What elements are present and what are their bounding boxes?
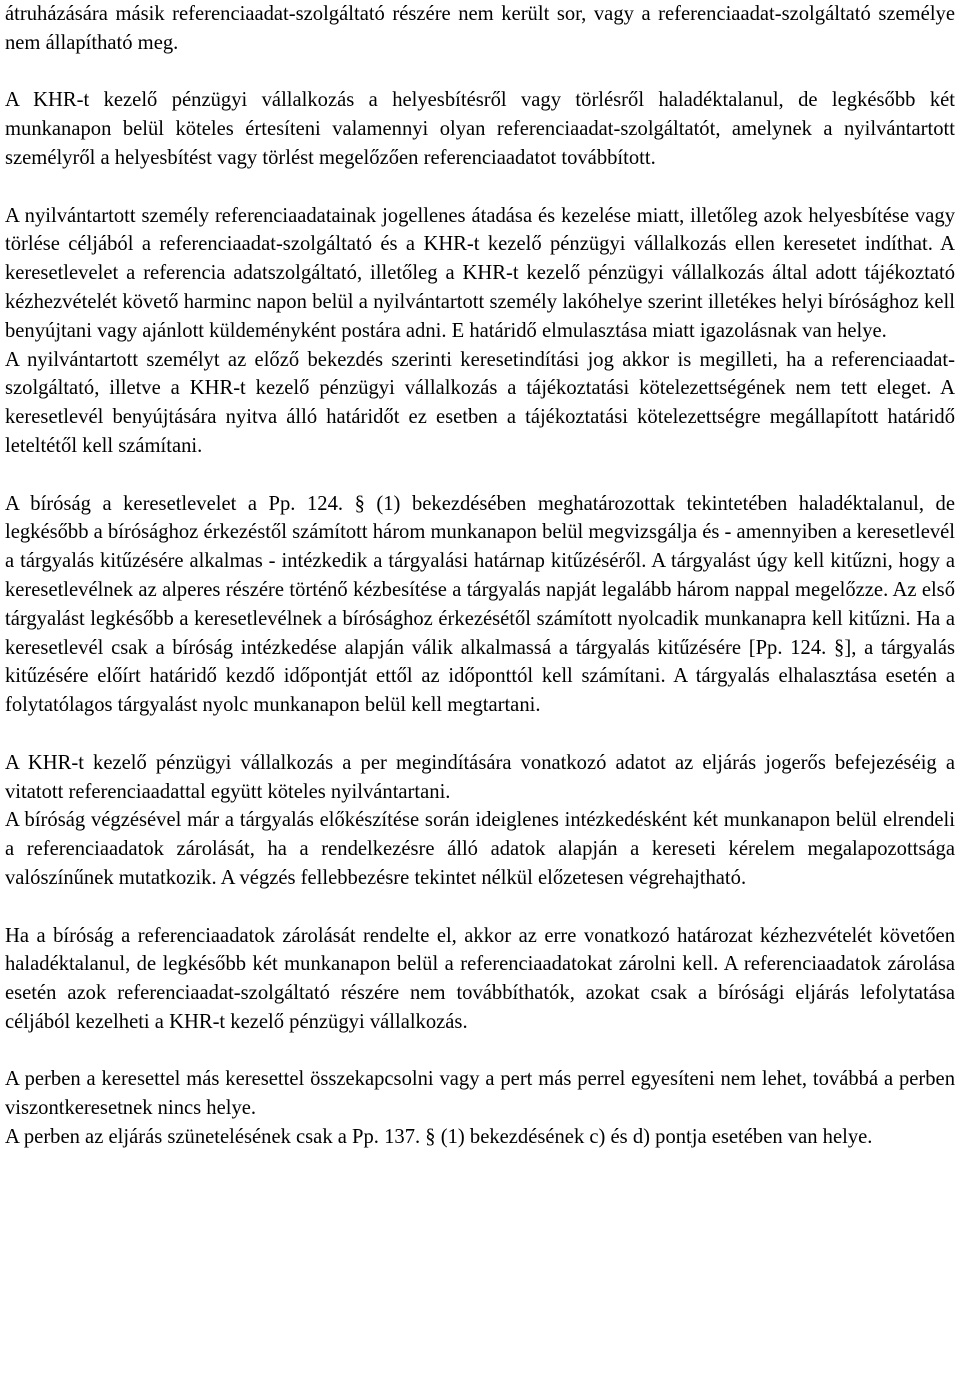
paragraph-4: A nyilvántartott személyt az előző bekezdés szerinti keresetindítási jog akkor is megilleti, ha a referenciaadat-szolgáltató, illetve a KHR-t kezelő pénzügyi vállalkozás a tájékoztatási kötelezettségének nem tett eleget. A keresetlevél benyújtására nyitva álló határidőt ez esetben a tájékoztatási kötelezettségre megállapított határidő leteltétől kell számítani.	[5, 348, 955, 457]
paragraph-6: A KHR-t kezelő pénzügyi vállalkozás a per megindítására vonatkozó adatot az eljárás jogerős befejezéséig a vitatott referenciaadattal együtt köteles nyilvántartani.	[5, 751, 955, 803]
paragraph-spacer	[5, 173, 955, 202]
paragraph-2: A KHR-t kezelő pénzügyi vállalkozás a helyesbítésről vagy törlésről haladéktalanul, de legkésőbb két munkanapon belül köteles értesíteni valamennyi olyan referenciaadat-szolgáltatót, amelynek a nyilvántartott személyről a helyesbítést vagy törlést megelőzően referenciaadatot továbbított.	[5, 89, 955, 169]
paragraph-spacer	[5, 461, 955, 490]
paragraph-10: A perben az eljárás szünetelésének csak a Pp. 137. § (1) bekezdésének c) és d) pontja esetében van helye.	[5, 1126, 873, 1149]
paragraph-1: átruházására másik referenciaadat-szolgáltató részére nem került sor, vagy a referenciaadat-szolgáltató személye nem állapítható meg.	[5, 3, 955, 54]
paragraph-spacer	[5, 720, 955, 749]
paragraph-5: A bíróság a keresetlevelet a Pp. 124. § (1) bekezdésében meghatározottak tekintetében haladéktalanul, de legkésőbb a bírósághoz érkezéstől számított három munkanapon belül megvizsgálja és - amennyiben a keresetlevél a tárgyalás kitűzésére alkalmas - intézkedik a tárgyalási határnap kitűzéséről. A tárgyalást úgy kell kitűzni, hogy a keresetlevélnek az alperes részére történő kézbesítése a tárgyalás napját legalább három nappal megelőzze. Az első tárgyalást legkésőbb a keresetlevélnek a bírósághoz érkezésétől számított nyolcadik munkanapra kell kitűzni. Ha a keresetlevél csak a bíróság intézkedése alapján válik alkalmassá a tárgyalás kitűzésére [Pp. 124. §], a tárgyalás kitűzésére előírt határidő kezdő időpontját ettől az időponttól kell számítani. A tárgyalás elhalasztása esetén a folytatólagos tárgyalást nyolc munkanapon belül kell megtartani.	[5, 492, 955, 717]
paragraph-spacer	[5, 1037, 955, 1066]
paragraph-9: A perben a keresettel más keresettel összekapcsolni vagy a pert más perrel egyesíteni nem lehet, továbbá a perben viszontkeresetnek nincs helye.	[5, 1068, 955, 1120]
paragraph-spacer	[5, 58, 955, 87]
paragraph-spacer	[5, 893, 955, 922]
document-page	[5, 0, 955, 1152]
paragraph-8: Ha a bíróság a referenciaadatok zárolását rendelte el, akkor az erre vonatkozó határozat kézhezvételét követően haladéktalanul, de legkésőbb két munkanapon belül a referenciaadatokat zárolni kell. A referenciaadatok zárolása esetén azok referenciaadat-szolgáltató részére nem továbbíthatók, azokat csak a bírósági eljárás lefolytatása céljából kezelheti a KHR-t kezelő pénzügyi vállalkozás.	[5, 924, 955, 1033]
paragraph-3: A nyilvántartott személy referenciaadatainak jogellenes átadása és kezelése miatt, illetőleg azok helyesbítése vagy törlése céljából a referenciaadat-szolgáltató és a KHR-t kezelő pénzügyi vállalkozás ellen keresetet indíthat. A keresetlevelet a referencia adatszolgáltató, illetőleg a KHR-t kezelő pénzügyi vállalkozás által adott tájékoztató kézhezvételét követő harminc napon belül a nyilvántartott személy lakóhelye szerint illetékes helyi bírósághoz kell benyújtani vagy ajánlott küldeményként postára adni. E határidő elmulasztása miatt igazolásnak van helye.	[5, 204, 955, 342]
paragraph-7: A bíróság végzésével már a tárgyalás előkészítése során ideiglenes intézkedésként két munkanapon belül elrendeli a referenciaadatok zárolását, ha a rendelkezésre álló adatok alapján a kereseti kérelem megalapozottsága valószínűnek mutatkozik. A végzés fellebbezésre tekintet nélkül előzetesen végrehajtható.	[5, 809, 955, 889]
